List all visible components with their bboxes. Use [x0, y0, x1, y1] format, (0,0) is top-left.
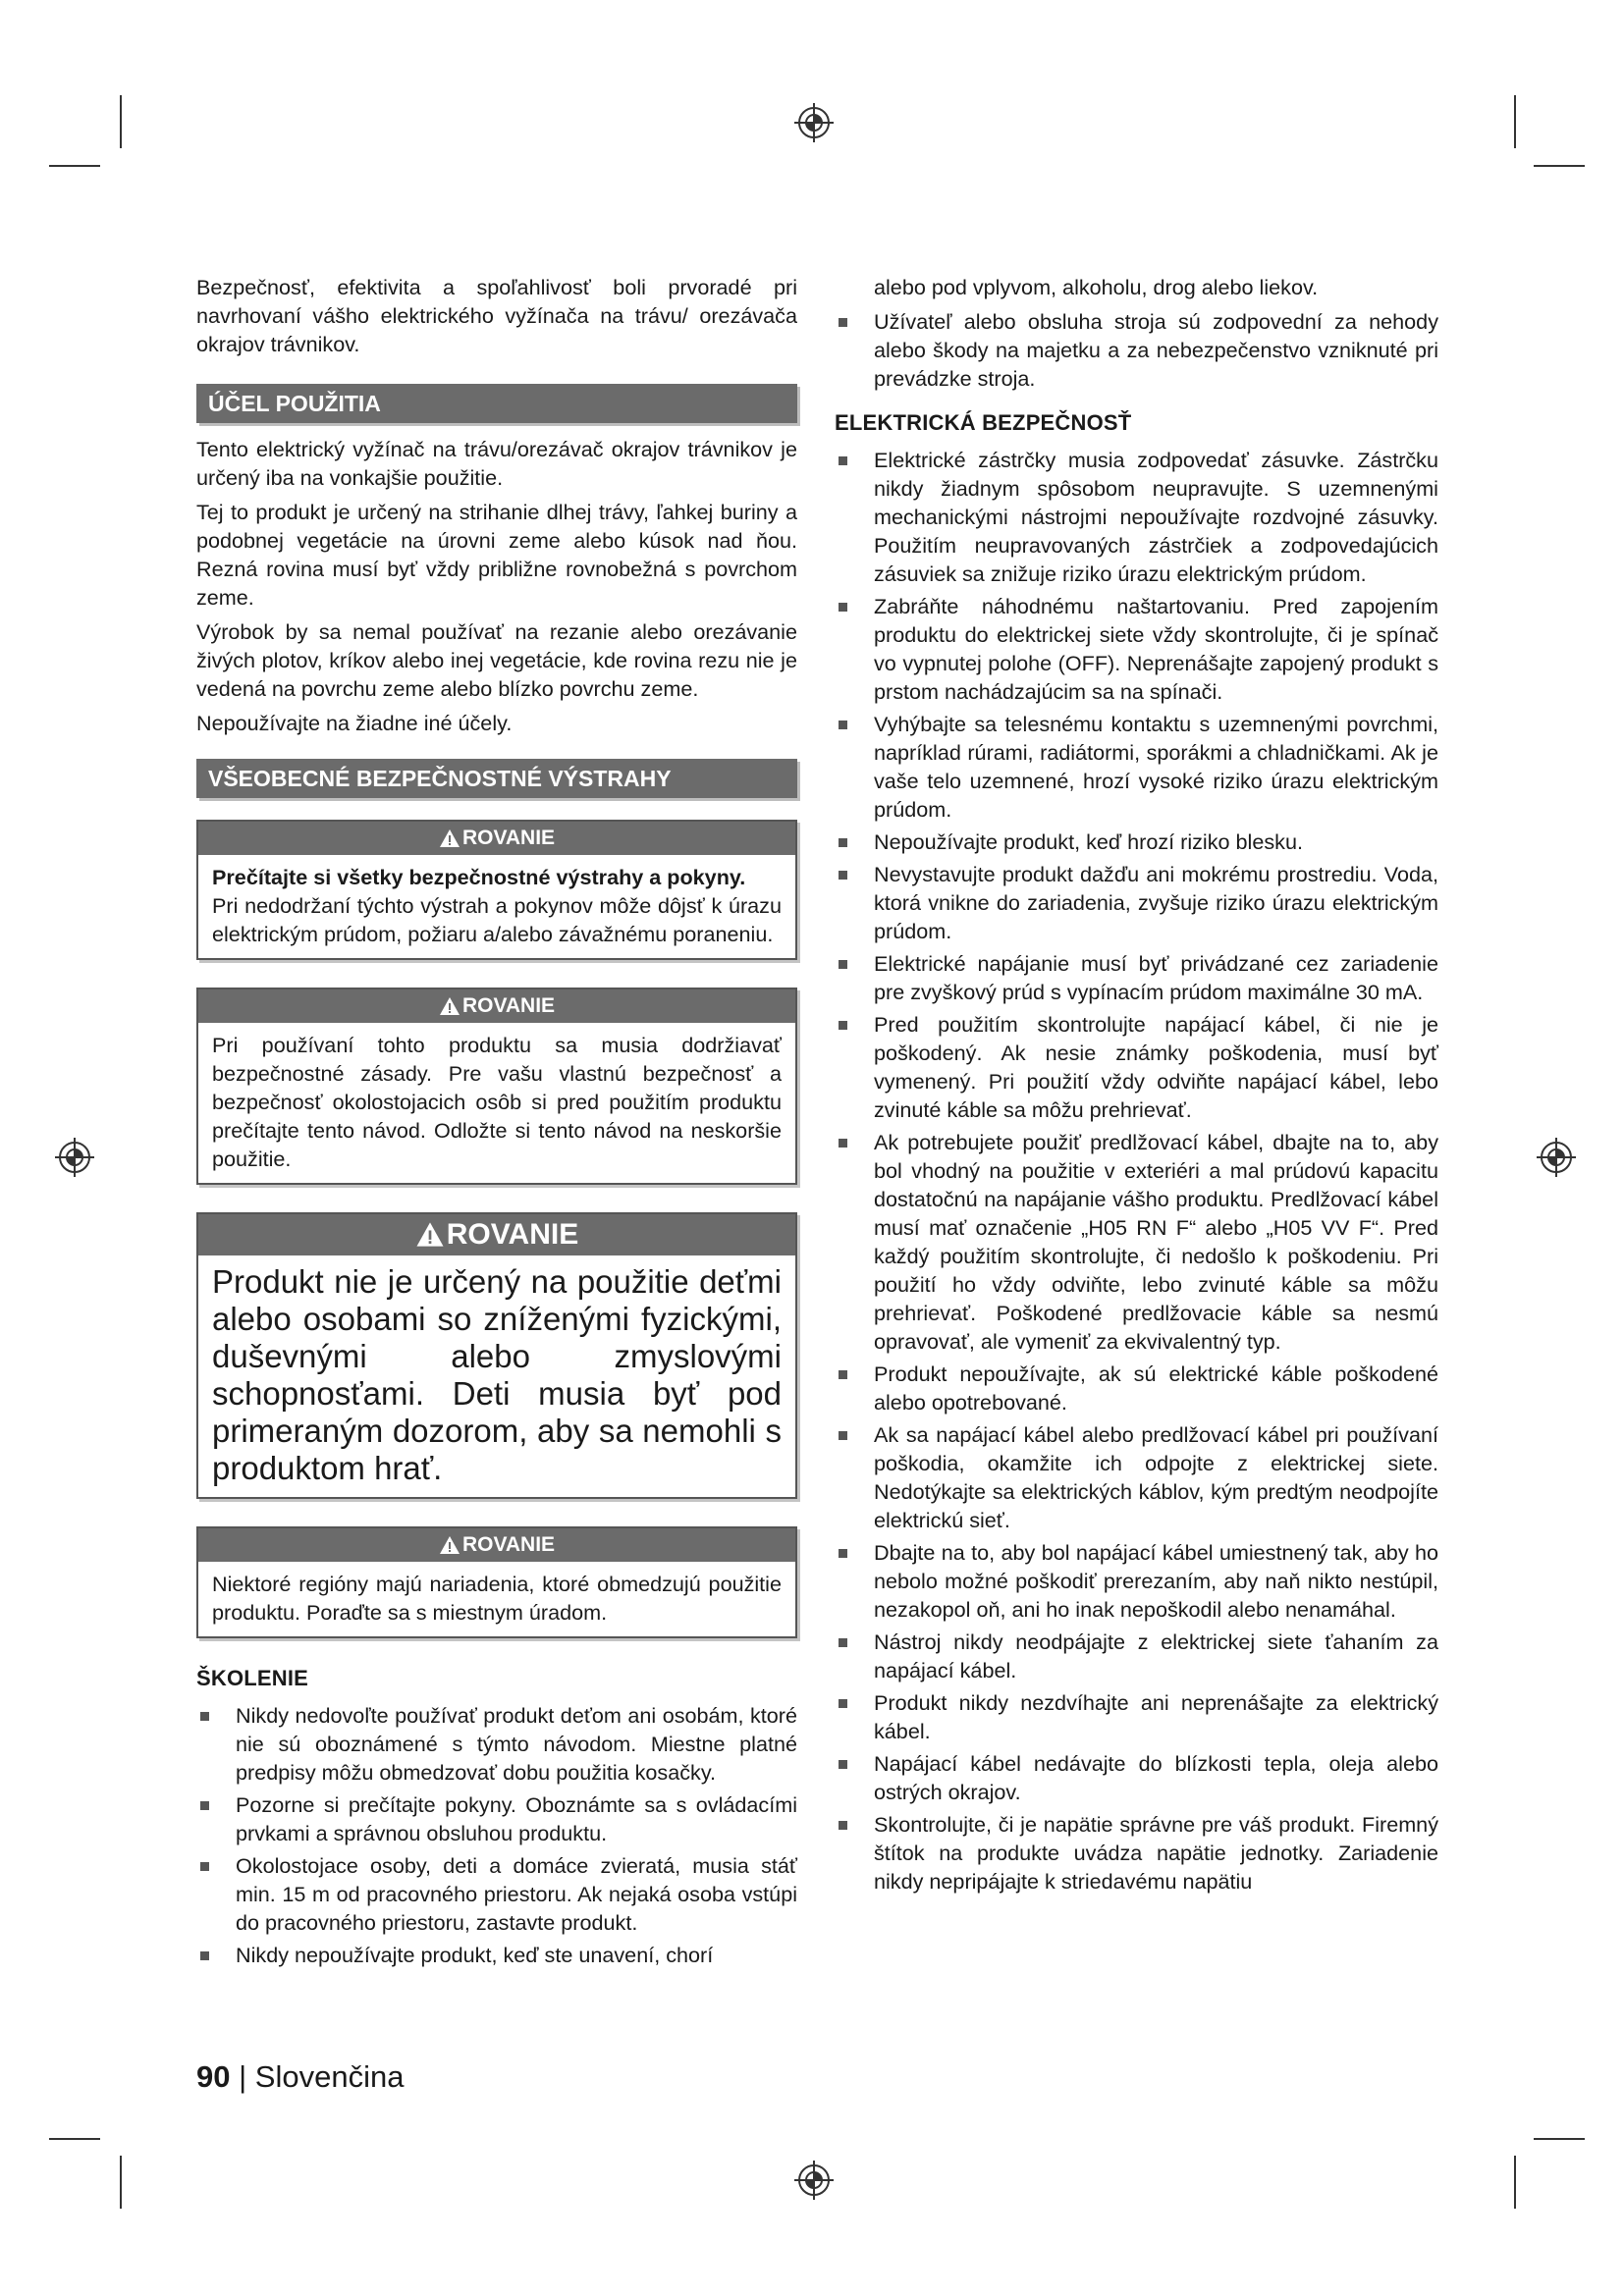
warning-header — [198, 989, 795, 1023]
warning-label: ROVANIE — [461, 827, 556, 849]
warning-label: ROVANIE — [461, 1533, 556, 1556]
warning-label: ROVANIE — [461, 994, 556, 1017]
warning-box — [196, 1526, 797, 1638]
paragraph: Tento elektrický vyžínač na trávu/orezávač okrajov trávnikov je určený iba na vonkajšie použitie. — [196, 437, 797, 490]
warning-text: Produkt nie je určený na použitie deťmi alebo osobami so zníženými fyzickými, duševnými alebo zmyslovými schopnosťami. Deti musia byť pod primeraným dozorom, aby sa nemohli s produktom hrať. — [212, 1263, 782, 1486]
list-item: Produkt nikdy nezdvíhajte ani neprenášajte za elektrický kábel. — [835, 1688, 1438, 1745]
crop-mark — [1514, 2156, 1516, 2209]
paragraph: Výrobok by sa nemal používať na rezanie alebo orezávanie živých plotov, kríkov alebo inej vegetácie, kde rovina rezu nie je vedená na povrchu zeme alebo blízko povrchu zeme. — [196, 619, 797, 701]
list-item: Nikdy nepoužívajte produkt, keď ste unavení, chorí — [196, 1941, 797, 1969]
warning-triangle-icon — [439, 996, 460, 1016]
continuation-text: alebo pod vplyvom, alkoholu, drog alebo liekov. — [874, 275, 1319, 299]
list-item: Užívateľ alebo obsluha stroja sú zodpovední za nehody alebo škody na majetku a za nebezpečenstvo vzniknuté pri prevádzke stroja. — [835, 307, 1438, 393]
list-item: Dbajte na to, aby bol napájací kábel umiestnený tak, aby ho nebolo možné poškodiť prerezaním, aby naň nikto nestúpil, nezakopol oň, ani ho inak nepoškodil alebo nenamáhal. — [835, 1538, 1438, 1624]
right-column — [835, 273, 1438, 1899]
crop-mark — [49, 165, 100, 167]
list-item: Nevystavujte produkt dažďu ani mokrému prostrediu. Voda, ktorá vnikne do zariadenia, zvyšuje riziko úrazu elektrickým prúdom. — [835, 860, 1438, 945]
page-number: 90 — [196, 2059, 231, 2094]
warning-box — [196, 988, 797, 1185]
list-item: Elektrické napájanie musí byť privádzané cez zariadenie pre zvyškový prúd s vypínacím prúdom maximálne 30 mA. — [835, 949, 1438, 1006]
list-item: Pozorne si prečítajte pokyny. Oboznámte sa s ovládacími prvkami a správnou obsluhou produktu. — [196, 1790, 797, 1847]
section-heading-electrical-safety: ELEKTRICKÁ BEZPEČNOSŤ — [835, 410, 1132, 435]
crop-mark — [1534, 2138, 1585, 2140]
page-footer — [196, 2059, 404, 2095]
list-item: Elektrické zástrčky musia zodpovedať zásuvke. Zástrčku nikdy žiadnym spôsobom neupravujte. S uzemnenými mechanickými nástrojmi nepoužívajte rozdvojné zásuvky. Použitím neupravovaných zástrčiek a zodpovedajúcich zásuviek sa znižuje riziko úrazu elektrickým prúdom. — [835, 446, 1438, 588]
section-heading-purpose: ÚČEL POUŽITIA — [196, 384, 797, 423]
crop-mark — [120, 2156, 122, 2209]
list-item: Nástroj nikdy neodpájajte z elektrickej siete ťahaním za napájací kábel. — [835, 1628, 1438, 1684]
list-item: Vyhýbajte sa telesnému kontaktu s uzemnenými povrchmi, napríklad rúrami, radiátormi, sporákmi a chladničkami. Ak je vaše telo uzemnené, hrozí vysoké riziko úrazu elektrickým prúdom. — [835, 710, 1438, 824]
electrical-safety-list — [835, 446, 1438, 1896]
warning-text: Niektoré regióny majú nariadenia, ktoré obmedzujú použitie produktu. Poraďte sa s miestnym úradom. — [212, 1572, 782, 1625]
list-item: Nikdy nedovoľte používať produkt deťom ani osobám, ktoré nie sú oboznámené s týmto návodom. Miestne platné predpisy môžu obmedzovať dobu použitia kosačky. — [196, 1701, 797, 1787]
training-list — [196, 1701, 797, 1969]
warning-triangle-icon — [415, 1221, 445, 1248]
section-heading-training: ŠKOLENIE — [196, 1666, 309, 1690]
list-item: Zabráňte náhodnému naštartovaniu. Pred zapojením produktu do elektrickej siete vždy skontrolujte, či je spínač vo vypnutej polohe (OFF). Neprenášajte zapojený produkt s prstom nachádzajúcim sa na spínači. — [835, 592, 1438, 706]
section-heading-general-warnings: VŠEOBECNÉ BEZPEČNOSTNÉ VÝSTRAHY — [196, 759, 797, 798]
crop-mark — [49, 2138, 100, 2140]
intro-paragraph: Bezpečnosť, efektivita a spoľahlivosť boli prvoradé pri navrhovaní vášho elektrického vyžínača na trávu/ orezávača okrajov trávnikov. — [196, 275, 797, 356]
warning-header — [198, 822, 795, 855]
paragraph: Nepoužívajte na žiadne iné účely. — [196, 711, 513, 735]
list-item: Napájací kábel nedávajte do blízkosti tepla, oleja alebo ostrých okrajov. — [835, 1749, 1438, 1806]
crop-mark — [1534, 165, 1585, 167]
registration-mark-icon — [54, 1137, 95, 1178]
registration-mark-icon — [793, 102, 835, 143]
warning-triangle-icon — [439, 828, 460, 848]
list-item: Nepoužívajte produkt, keď hrozí riziko blesku. — [835, 828, 1438, 856]
warning-triangle-icon — [439, 1535, 460, 1555]
footer-separator: | — [239, 2059, 247, 2094]
list-item: Pred použitím skontrolujte napájací kábel, či nie je poškodený. Ak nesie známky poškodenia, musí byť vymenený. Pri použití vždy odviňte napájací kábel, lebo zvinuté káble sa môžu prehrievať. — [835, 1010, 1438, 1124]
warning-text: Pri nedodržaní týchto výstrah a pokynov môže dôjsť k úrazu elektrickým prúdom, požiaru a/alebo závažnému poraneniu. — [212, 893, 782, 946]
crop-mark — [1514, 95, 1516, 148]
paragraph: Tej to produkt je určený na strihanie dlhej trávy, ľahkej buriny a podobnej vegetácie na úrovni zeme alebo kúsok nad ňou. Rezná rovina musí byť vždy približne rovnobežná s povrchom zeme. — [196, 500, 797, 610]
list-item: Ak sa napájací kábel alebo predlžovací kábel pri používaní poškodia, okamžite ich odpojte z elektrickej siete. Nedotýkajte sa elektrických káblov, kým predtým neodpojíte elektrickú sieť. — [835, 1420, 1438, 1534]
footer-language: Slovenčina — [254, 2059, 405, 2094]
registration-mark-icon — [793, 2160, 835, 2201]
warning-label: ROVANIE — [446, 1218, 579, 1251]
warning-box-large — [196, 1212, 797, 1499]
list-item: Produkt nepoužívajte, ak sú elektrické káble poškodené alebo opotrebované. — [835, 1360, 1438, 1416]
list-item: Ak potrebujete použiť predlžovací kábel, dbajte na to, aby bol vhodný na použitie v exteriéri a mal prúdovú kapacitu dostatočnú na napájanie vášho produktu. Predlžovací kábel musí mať označenie „H05 RN F“ alebo „H05 VV F“. Pred každý použitím skontrolujte, či nedošlo k poškodeniu. Pri použití ho vždy odviňte, lebo zvinuté káble sa môžu prehrievať. Poškodené predlžovacie káble sa nesmú opravovať, ale vymeniť za ekvivalentný typ. — [835, 1128, 1438, 1356]
registration-mark-icon — [1536, 1137, 1577, 1178]
list-item: Skontrolujte, či je napätie správne pre váš produkt. Firemný štítok na produkte uvádza napätie jednotky. Zariadenie nikdy nepripájajte k striedavému napätiu — [835, 1810, 1438, 1896]
warning-text: Pri používaní tohto produktu sa musia dodržiavať bezpečnostné zásady. Pre vašu vlastnú bezpečnosť a bezpečnosť okolostojacich osôb si pred použitím produktu prečítajte tento návod. Odložte si tento návod na neskoršie použitie. — [212, 1033, 782, 1171]
operator-list — [835, 307, 1438, 393]
left-column — [196, 273, 797, 1973]
warning-box — [196, 820, 797, 960]
crop-mark — [120, 95, 122, 148]
warning-header — [198, 1528, 795, 1562]
warning-header — [198, 1214, 795, 1255]
list-item: Okolostojace osoby, deti a domáce zvieratá, musia stáť min. 15 m od pracovného priestoru. Ak nejaká osoba vstúpi do pracovného priestoru, zastavte produkt. — [196, 1851, 797, 1937]
warning-bold-text: Prečítajte si všetky bezpečnostné výstrahy a pokyny. — [212, 865, 746, 889]
